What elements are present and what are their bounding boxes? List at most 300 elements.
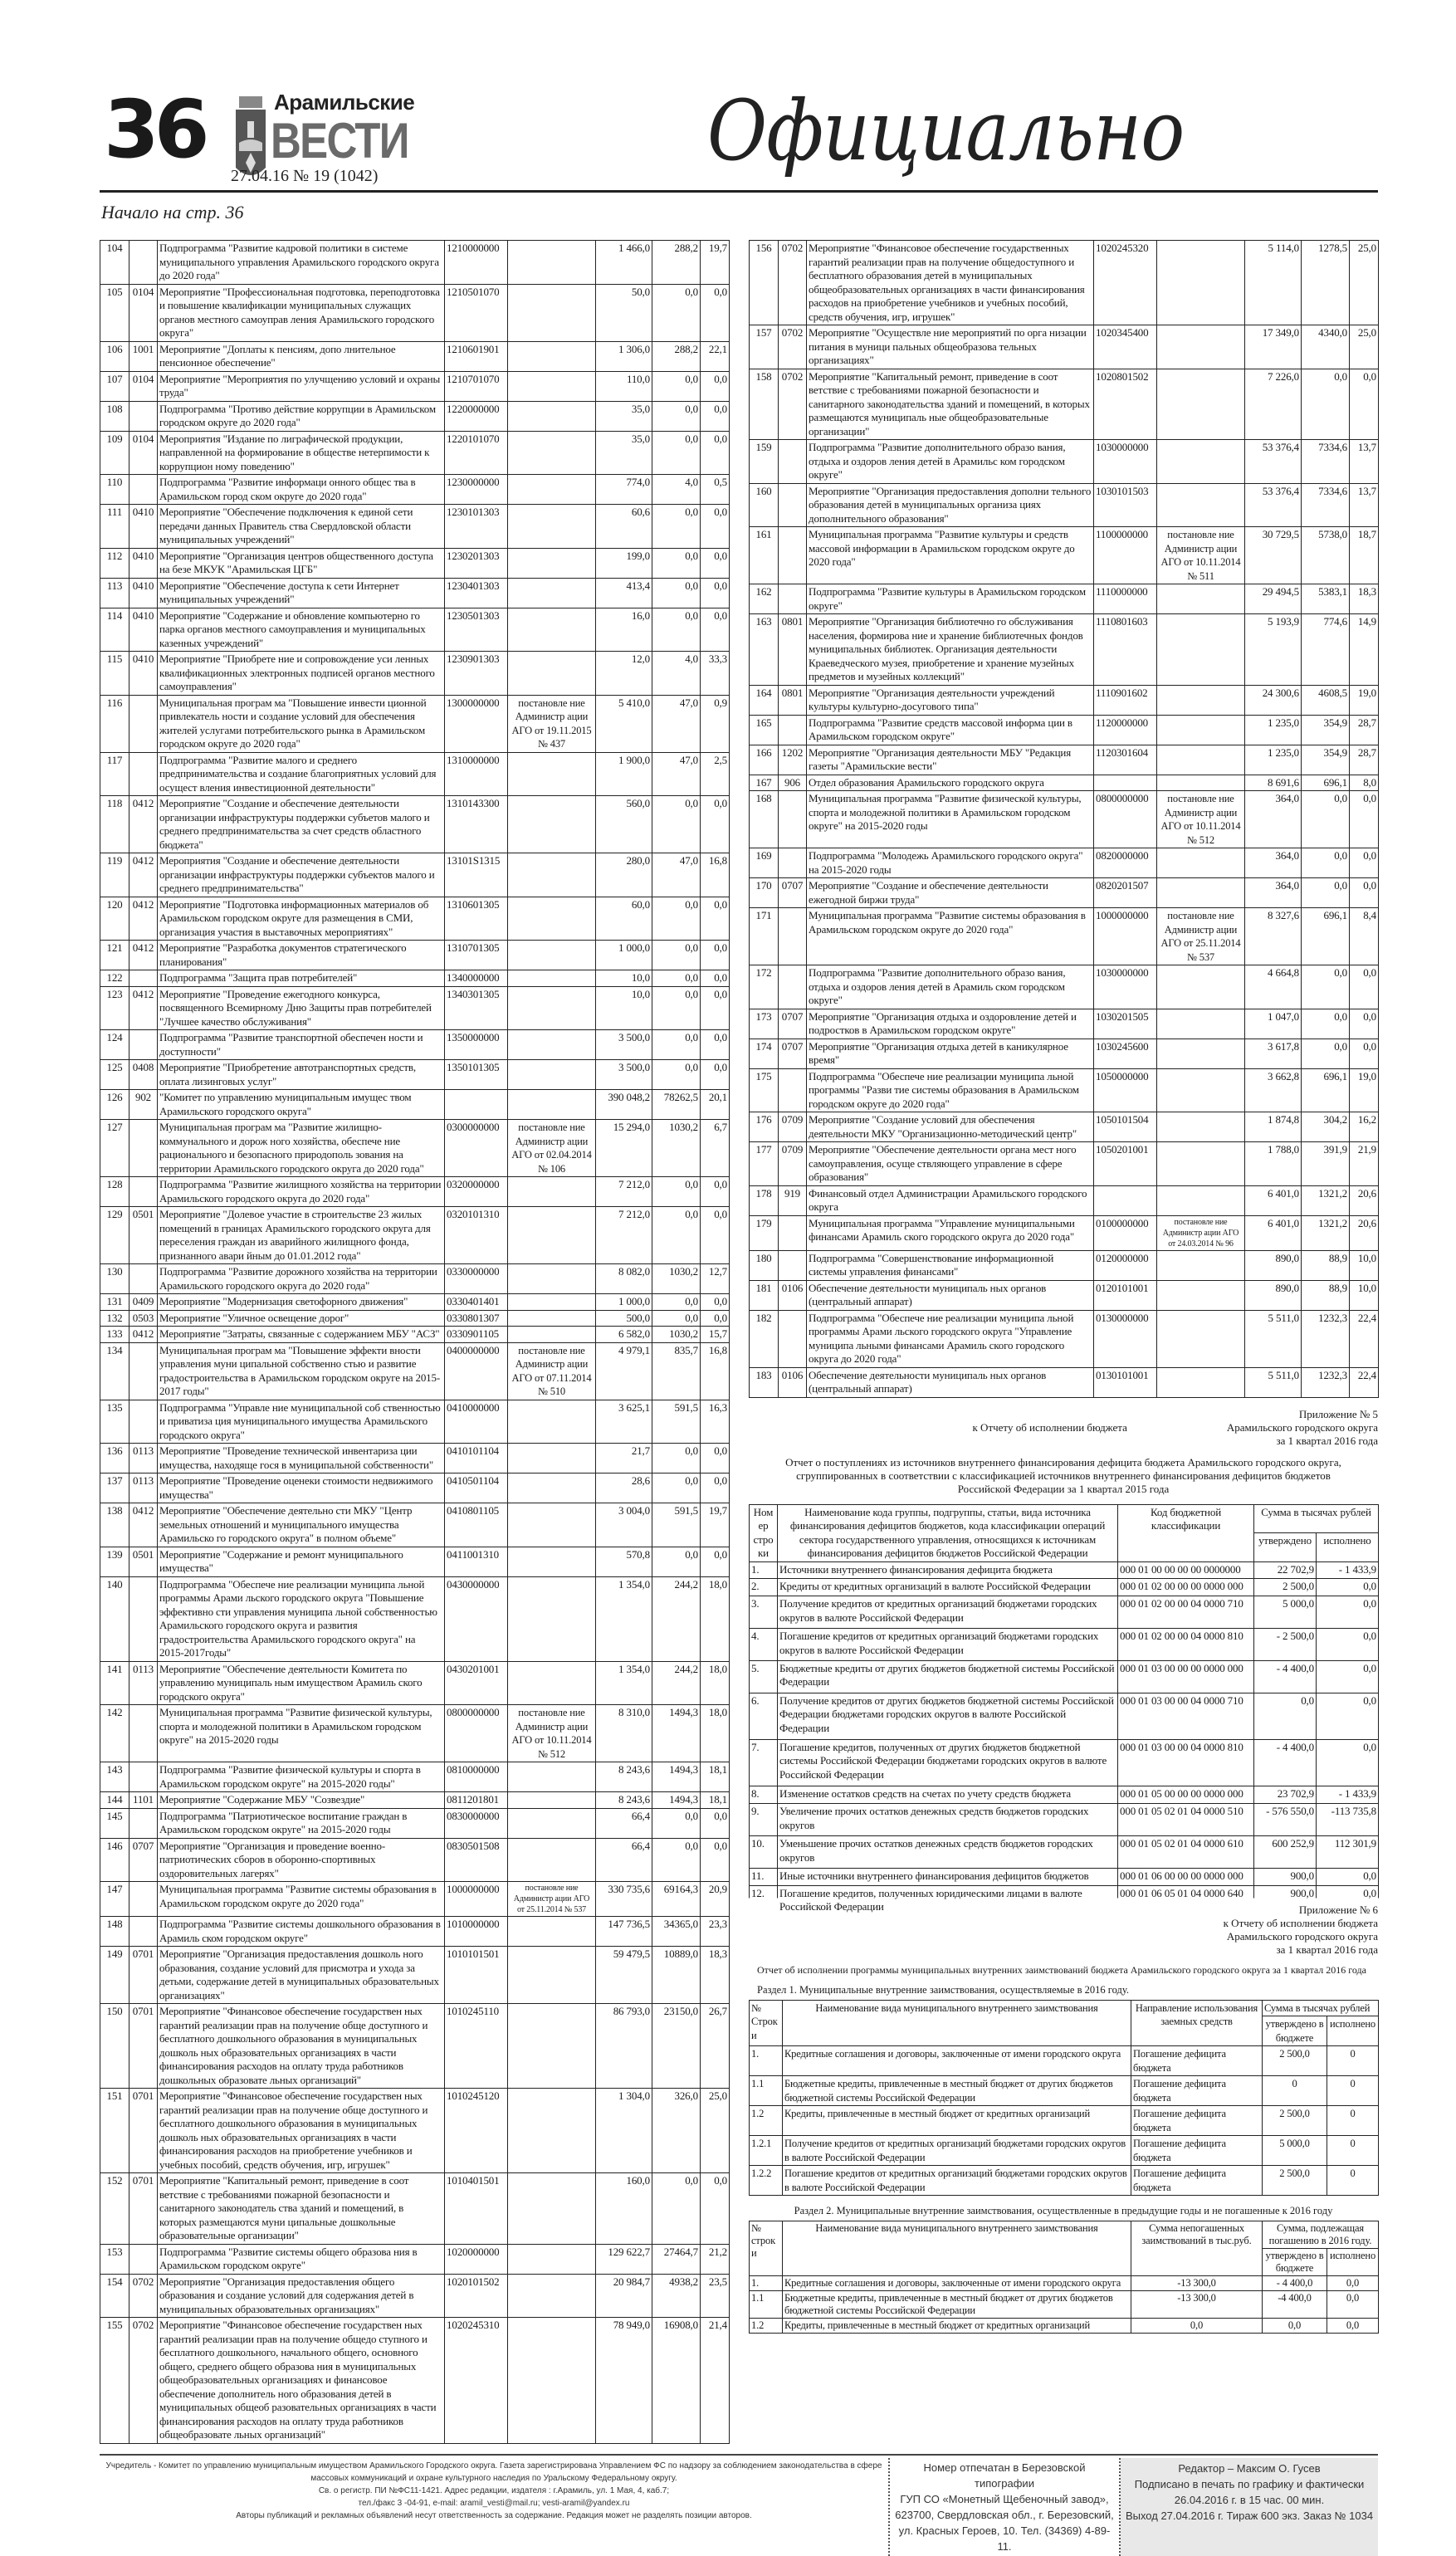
row-number: 111 [100,505,129,549]
execution-percent: 0,0 [701,1808,730,1838]
row-number: 141 [100,1661,129,1705]
table-row [100,796,730,853]
row-number: 138 [100,1503,129,1547]
cell: 3. [750,1596,778,1629]
item-name: Мероприятие "Организация деятельности МБУ "Редакция газеты "Арамильские вести" [807,745,1094,775]
section-code: 0801 [779,614,807,686]
row-number: 144 [100,1792,129,1809]
table-row [750,1836,1379,1869]
item-name: Подпрограмма "Развитие культуры в Арамильском городском округе" [807,584,1094,614]
section-code: 0410 [129,548,158,578]
section-code: 0410 [129,652,158,696]
item-name: Мероприятие "Проведение ежегодного конкурса, посвященного Всемирному Дню Защиты прав потребителей "Лучшее качество обслуживания" [158,986,445,1030]
item-name: Мероприятие "Финансовое обеспечение государственных гарантий реализации прав на получение общедоступного и бесплатного образования детей в муниципальных общеобразовательных организациях в части финансирования расходов на приобретение учебников и учебных пособий, средств обучения, игр, игрушек" [807,241,1094,325]
table-row [100,1792,730,1809]
legal-act [508,1947,596,2004]
row-number: 130 [100,1264,129,1294]
row-number: 117 [100,752,129,796]
cell: 900,0 [1254,1868,1317,1885]
target-code: 1310601305 [445,897,508,941]
executed-amount: 0,0 [652,284,701,341]
section-code [129,1808,158,1838]
item-name: Мероприятие "Организация отдыха детей в каникулярное время" [807,1039,1094,1068]
section-code [129,475,158,505]
target-code: 0330801307 [445,1310,508,1327]
row-number: 121 [100,941,129,970]
section-code: 0410 [129,578,158,608]
target-code: 1210501070 [445,284,508,341]
table-row [750,1142,1379,1186]
planned-amount: 35,0 [596,401,652,431]
target-code: 0320000000 [445,1177,508,1207]
row-number: 145 [100,1808,129,1838]
planned-amount: 110,0 [596,371,652,401]
target-code: 1050201001 [1094,1142,1157,1186]
item-name: Мероприятие "Обеспечение деятельно сти МКУ "Центр земельных отношений и муниципального имущества Арамильско го городского округа" в полном объеме" [158,1503,445,1547]
section-code: 0709 [779,1142,807,1186]
row-number: 143 [100,1762,129,1792]
row-number: 164 [750,685,779,715]
target-code: 1120301604 [1094,745,1157,775]
target-code: 0800000000 [445,1705,508,1762]
table-row [100,1030,730,1060]
table-row [100,1310,730,1327]
table-row [750,1112,1379,1142]
planned-amount: 3 500,0 [596,1060,652,1090]
footer-printing-info [888,2458,1121,2556]
legal-act [508,2173,596,2245]
planned-amount: 3 662,8 [1245,1068,1302,1112]
planned-amount: 3 617,8 [1245,1039,1302,1068]
legal-act [508,1327,596,1343]
execution-percent: 22,4 [1350,1310,1379,1367]
item-name: Подпрограмма "Обеспече ние реализации муниципа льной программы Арами льского городского округа "Управление муниципа льными финансами Арамиль ского городского округа до 2020 года" [807,1310,1094,1367]
executed-amount: 0,0 [1302,369,1350,440]
planned-amount: 3 004,0 [596,1503,652,1547]
section-code: 0501 [129,1547,158,1576]
target-code: 1010245110 [445,2004,508,2089]
target-code: 0410000000 [445,1400,508,1444]
section-code: 0701 [129,2089,158,2173]
row-number: 137 [100,1473,129,1503]
cell: 000 01 02 00 00 04 0000 710 [1118,1596,1254,1629]
execution-percent: 0,0 [701,578,730,608]
planned-amount: 17 349,0 [1245,325,1302,369]
row-number: 120 [100,897,129,941]
legal-act [508,1090,596,1120]
item-name: Мероприятие "Уличное освещение дорог" [158,1310,445,1327]
planned-amount: 364,0 [1245,848,1302,878]
item-name: Подпрограмма "Защита прав потребителей" [158,970,445,987]
execution-percent: 28,7 [1350,715,1379,745]
cell: 000 01 06 00 00 00 0000 000 [1118,1868,1254,1885]
planned-amount: 1 900,0 [596,752,652,796]
planned-amount: 8 082,0 [596,1264,652,1294]
col-name: Наименование вида муниципального внутреннего заимствования [783,2000,1131,2046]
col-sum: Сумма в тысячах рублей [1263,2000,1379,2016]
execution-percent: 0,0 [1350,878,1379,908]
target-code: 1010000000 [445,1917,508,1947]
execution-percent: 21,2 [701,2244,730,2274]
cell: 2 500,0 [1263,2106,1327,2136]
table-row [100,970,730,987]
planned-amount: 53 376,4 [1245,440,1302,484]
planned-amount: 5 511,0 [1245,1310,1302,1367]
legal-act [1157,584,1245,614]
footer-founder: Учредитель - Комитет по управлению муниципальным имуществом Арамильского Городского округа. Газета зарегистрирована Управлением ФС по надзору за соблюдением законодательства в сфере массовых коммуникаций и охране культурного наследия по Уральскому Федеральному округу. [105,2461,882,2483]
table-row [750,241,1379,325]
execution-percent: 19,0 [1350,1068,1379,1112]
budget-table-right [749,240,1379,1398]
execution-percent: 0,0 [701,1207,730,1264]
section-code: 0707 [779,1009,807,1039]
planned-amount: 1 788,0 [1245,1142,1302,1186]
cell: 0,0 [1317,1885,1379,1918]
legal-act [1157,715,1245,745]
executed-amount: 1494,3 [652,1762,701,1792]
executed-amount: 1232,3 [1302,1310,1350,1367]
row-number: 158 [750,369,779,440]
col-num: № Строки [750,2000,783,2046]
executed-amount: 288,2 [652,341,701,371]
row-number: 170 [750,878,779,908]
legal-act [1157,369,1245,440]
executed-amount: 5383,1 [1302,584,1350,614]
table-row [750,848,1379,878]
col-approved: утверждено [1254,1533,1317,1562]
target-code: 0120101001 [1094,1280,1157,1310]
item-name: Подпрограмма "Совершенствование информационной системы управления финансами" [807,1250,1094,1280]
cell: Получение кредитов от кредитных организаций бюджетами городских округов в валюте Российской Федерации [778,1596,1118,1629]
executed-amount: 0,0 [652,1444,701,1473]
row-number: 147 [100,1882,129,1917]
legal-act [508,401,596,431]
cell: 0,0 [1317,1579,1379,1596]
executed-amount: 591,5 [652,1503,701,1547]
executed-amount: 1494,3 [652,1705,701,1762]
table-row [100,1327,730,1343]
planned-amount: 560,0 [596,796,652,853]
item-name: Муниципальная програм ма "Повышение эффекти вности управления муни ципальной собственно стью и развитие градостроительства в Арамильском городском округе на 2015-2017 годы" [158,1342,445,1400]
execution-percent: 14,9 [1350,614,1379,686]
legal-act: постановле ние Администр ации АГО от 02.04.2014 № 106 [508,1120,596,1177]
target-code: 0130000000 [1094,1310,1157,1367]
target-code [445,1090,508,1120]
section-code: 0701 [129,2173,158,2245]
executed-amount: 0,0 [652,1030,701,1060]
planned-amount: 30 729,5 [1245,527,1302,584]
planned-amount: 890,0 [1245,1280,1302,1310]
row-number: 166 [750,745,779,775]
cell: 000 01 06 05 01 04 0000 640 [1118,1885,1254,1918]
section-code: 0702 [779,241,807,325]
row-number: 106 [100,341,129,371]
target-code: 1210701070 [445,371,508,401]
cell: 10. [750,1836,778,1869]
section-code [129,1177,158,1207]
item-name: Обеспечение деятельности муниципаль ных органов (центральный аппарат) [807,1280,1094,1310]
execution-percent: 0,0 [701,401,730,431]
table-row [750,1660,1379,1693]
footer-registration: Св. о регистр. ПИ №ФС11-1421. Адрес редакции, издателя : г.Арамиль, ул. 1 Мая, 4, каб.7; [318,2485,670,2495]
executed-amount: 27464,7 [652,2244,701,2274]
target-code: 0100000000 [1094,1215,1157,1250]
legal-act [508,578,596,608]
execution-percent: 16,8 [701,1342,730,1400]
item-name: Мероприятие "Финансовое обеспечение государствен ных гарантий реализации прав на получение обще доступного и бесплатного дошкольного образования в муниципальных дошколь ных образовательных организациях в части финансирования расходов на оплату труда работников дошкольных образовате льных организаций" [158,2004,445,2089]
executed-amount: 0,0 [652,1838,701,1882]
target-code: 1210601901 [445,341,508,371]
planned-amount: 66,4 [596,1838,652,1882]
executed-amount: 0,0 [652,578,701,608]
section-code: 0702 [129,2274,158,2318]
row-number: 181 [750,1280,779,1310]
legal-act [508,1310,596,1327]
executed-amount: 0,0 [1302,1009,1350,1039]
item-name: Муниципальная программа "Развитие физической культуры, спорта и молодежной политики в Арамильском городском округе" на 2015-2020 годы [807,791,1094,848]
section-code [129,752,158,796]
planned-amount: 570,8 [596,1547,652,1576]
annex5-line3: за 1 квартал 2016 года [1276,1434,1378,1447]
executed-amount: 0,0 [1302,1039,1350,1068]
section-code: 0408 [129,1060,158,1090]
executed-amount: 288,2 [652,241,701,285]
row-number: 150 [100,2004,129,2089]
executed-amount: 0,0 [652,1310,701,1327]
executed-amount: 244,2 [652,1576,701,1661]
row-number: 183 [750,1367,779,1397]
executed-amount: 696,1 [1302,1068,1350,1112]
cell: Кредитные соглашения и договоры, заключенные от имени городского округа [783,2276,1131,2291]
execution-percent: 18,0 [701,1661,730,1705]
section-code [779,584,807,614]
table-row [100,371,730,401]
target-code: 0320101310 [445,1207,508,1264]
item-name: Мероприятие "Модернизация светофорного движения" [158,1294,445,1311]
row-number: 172 [750,965,779,1009]
cell: 1.2 [750,2319,783,2334]
annex5-line2-right: Арамильского городского округа [1226,1420,1378,1434]
table-row [100,2318,730,2444]
target-code: 1340301305 [445,986,508,1030]
legal-act [1157,1280,1245,1310]
executed-amount: 4938,2 [652,2274,701,2318]
row-number: 136 [100,1444,129,1473]
executed-amount: 244,2 [652,1661,701,1705]
row-number: 135 [100,1400,129,1444]
table-row [750,1596,1379,1629]
item-name: Подпрограмма "Развитие системы дошкольного образования в Арамиль ском городском округе" [158,1917,445,1947]
execution-percent: 18,1 [701,1762,730,1792]
legal-act [1157,1009,1245,1039]
table-row [100,1547,730,1576]
table-row [100,1342,730,1400]
planned-amount: 4 664,8 [1245,965,1302,1009]
execution-percent: 0,0 [701,2173,730,2245]
planned-amount: 6 582,0 [596,1327,652,1343]
target-code: 1000000000 [445,1882,508,1917]
row-number: 152 [100,2173,129,2245]
table-row [750,908,1379,965]
table-row [750,2319,1379,2334]
cell: 000 01 02 00 00 00 0000 000 [1118,1579,1254,1596]
planned-amount: 147 736,5 [596,1917,652,1947]
executed-amount: 304,2 [1302,1112,1350,1142]
target-code: 0410101104 [445,1444,508,1473]
legal-act [508,1792,596,1809]
cell: 4. [750,1629,778,1661]
cell: Погашение кредитов от кредитных организаций бюджетами городских округов в валюте Российской Федерации [778,1629,1118,1661]
target-code: 1230401303 [445,578,508,608]
target-code: 1030000000 [1094,965,1157,1009]
section-code [779,1068,807,1112]
table-row [100,1207,730,1264]
target-code: 1100000000 [1094,527,1157,584]
executed-amount: 0,0 [652,505,701,549]
item-name: Мероприятие "Профессиональная подготовка, переподготовка и повышение квалификации муниципальных служащих органов местного самоуправ ления Арамильского городского округа" [158,284,445,341]
cell: 000 01 05 02 01 04 0000 510 [1118,1804,1254,1836]
row-number: 177 [750,1142,779,1186]
annex6-heading [1224,1904,1378,1957]
row-number: 131 [100,1294,129,1311]
table-row [100,2274,730,2318]
execution-percent: 16,3 [701,1400,730,1444]
planned-amount: 7 212,0 [596,1207,652,1264]
legal-act [508,1060,596,1090]
cell: 2 500,0 [1263,2046,1327,2076]
table-row [100,1060,730,1090]
target-code: 0330401401 [445,1294,508,1311]
table-row [750,440,1379,484]
item-name: Мероприятие "Организация отдыха и оздоровление детей и подростков в Арамильском городском округе" [807,1009,1094,1039]
cell: 0,0 [1131,2319,1263,2334]
table-row [750,1561,1379,1579]
logo-name-main: ВЕСТИ [271,113,408,169]
cell: 000 01 00 00 00 00 0000000 [1118,1561,1254,1579]
item-name: Мероприятие "Содержание и ремонт муниципального имущества" [158,1547,445,1576]
executed-amount: 0,0 [652,1207,701,1264]
cell: 0,0 [1317,1739,1379,1786]
cell: 000 01 02 00 00 04 0000 810 [1118,1629,1254,1661]
target-code: 0430000000 [445,1576,508,1661]
target-code: 1020101502 [445,2274,508,2318]
page-body [100,240,1378,2556]
col-executed: исполнено [1327,2249,1379,2276]
execution-percent: 0,0 [701,1060,730,1090]
legal-act [508,1762,596,1792]
executed-amount: 0,0 [652,548,701,578]
item-name: Муниципальная программа "Развитие культуры и средств массовой информации в Арамильском городском округе до 2020 года" [807,527,1094,584]
item-name: Мероприятие "Финансовое обеспечение государствен ных гарантий реализации прав на получение обще доступного и бесплатного дошкольного образования в муниципальных дошколь ных образовательных организациях в части финансирования расходов на приобретение учебников и учебных пособий, средств обучения, игр, игрушек" [158,2089,445,2173]
executed-amount: 0,0 [652,431,701,475]
target-code: 0400000000 [445,1342,508,1400]
planned-amount: 7 212,0 [596,1177,652,1207]
executed-amount: 4608,5 [1302,685,1350,715]
target-code: 1210000000 [445,241,508,285]
cell: 5. [750,1660,778,1693]
cell: Бюджетные кредиты, привлеченные в местный бюджет от других бюджетов бюджетной системы Российской Федерации [783,2076,1131,2106]
table-row [100,1177,730,1207]
cell: 0,0 [1317,1693,1379,1739]
table-row [100,1838,730,1882]
section-code: 0501 [129,1207,158,1264]
cell: - 4 400,0 [1254,1739,1317,1786]
section-code: 0410 [129,505,158,549]
row-number: 107 [100,371,129,401]
planned-amount: 16,0 [596,608,652,652]
target-code: 1220000000 [445,401,508,431]
planned-amount: 60,6 [596,505,652,549]
execution-percent: 0,0 [701,1473,730,1503]
execution-percent: 0,0 [701,431,730,475]
section-code [779,1250,807,1280]
item-name: Мероприятие "Организация деятельности учреждений культуры культурно-досугового типа" [807,685,1094,715]
item-name: Мероприятие "Обеспечение доступа к сети Интернет муниципальных учреждений" [158,578,445,608]
planned-amount: 1 466,0 [596,241,652,285]
table-row [100,475,730,505]
cell: 1. [750,1561,778,1579]
execution-percent: 19,7 [701,241,730,285]
annex6-line1: Приложение № 6 [1298,1903,1378,1916]
execution-percent: 25,0 [1350,325,1379,369]
footer-disclaimer: Авторы публикаций и рекламных объявлений несут ответственность за содержание. Редакция может не разделять позиции авторов. [236,2510,752,2520]
legal-act [508,1547,596,1576]
execution-percent: 18,3 [701,1947,730,2004]
row-number: 110 [100,475,129,505]
executed-amount: 0,0 [652,941,701,970]
cell: Погашение кредитов, полученных юридическими лицами в валюте Российской Федерации [778,1885,1118,1918]
cell: Получение кредитов от кредитных организаций бюджетами городских округов в валюте Российской Федерации [783,2136,1131,2166]
executed-amount: 16908,0 [652,2318,701,2444]
item-name: Мероприятие "Мероприятия по улучщению условий и охраны труда" [158,371,445,401]
legal-act [508,1264,596,1294]
table-row [100,1762,730,1792]
item-name: Мероприятие "Создание условий для обеспечения деятельности МКУ "Организационно-методический центр" [807,1112,1094,1142]
cell: Погашение дефицита бюджета [1131,2106,1263,2136]
planned-amount: 280,0 [596,853,652,897]
legal-act [508,2004,596,2089]
table-row [750,775,1379,791]
section2-title: Раздел 2. Муниципальные внутренние заимствования, осуществленные в предыдущие годы и не погашенные к 2016 году [794,2205,1333,2216]
cell: Погашение дефицита бюджета [1131,2046,1263,2076]
item-name: Подпрограмма "Развитие средств массовой информа ции в Арамильском городском округе" [807,715,1094,745]
legal-act [508,241,596,285]
footer-print-line: ГУП СО «Монетный Щебеночный завод», [900,2492,1109,2505]
table-row [750,483,1379,527]
section-code [129,1400,158,1444]
legal-act [508,548,596,578]
col-due: Сумма, подлежащая погашению в 2016 году. [1263,2221,1379,2249]
item-name: Подпрограмма "Развитие дополнительного образо вания, отдыха и оздоров ления детей в Арамильс ком городском округе" [807,440,1094,484]
executed-amount: 591,5 [652,1400,701,1444]
execution-percent: 10,0 [1350,1250,1379,1280]
table-row [100,1294,730,1311]
planned-amount: 3 625,1 [596,1400,652,1444]
execution-percent: 0,0 [701,284,730,341]
legal-act [508,1294,596,1311]
cell: 1.2 [750,2106,783,2136]
execution-percent: 8,4 [1350,908,1379,965]
executed-amount: 7334,6 [1302,483,1350,527]
legal-act [508,2318,596,2444]
borrowings-2016-table [749,2000,1379,2197]
legal-act [1157,965,1245,1009]
col-sum: Сумма в тысячах рублей [1254,1504,1379,1533]
item-name: Подпрограмма "Развитие транспортной обеспечен ности и доступности" [158,1030,445,1060]
execution-percent: 0,0 [701,970,730,987]
planned-amount: 24 300,6 [1245,685,1302,715]
executed-amount: 0,0 [652,970,701,987]
